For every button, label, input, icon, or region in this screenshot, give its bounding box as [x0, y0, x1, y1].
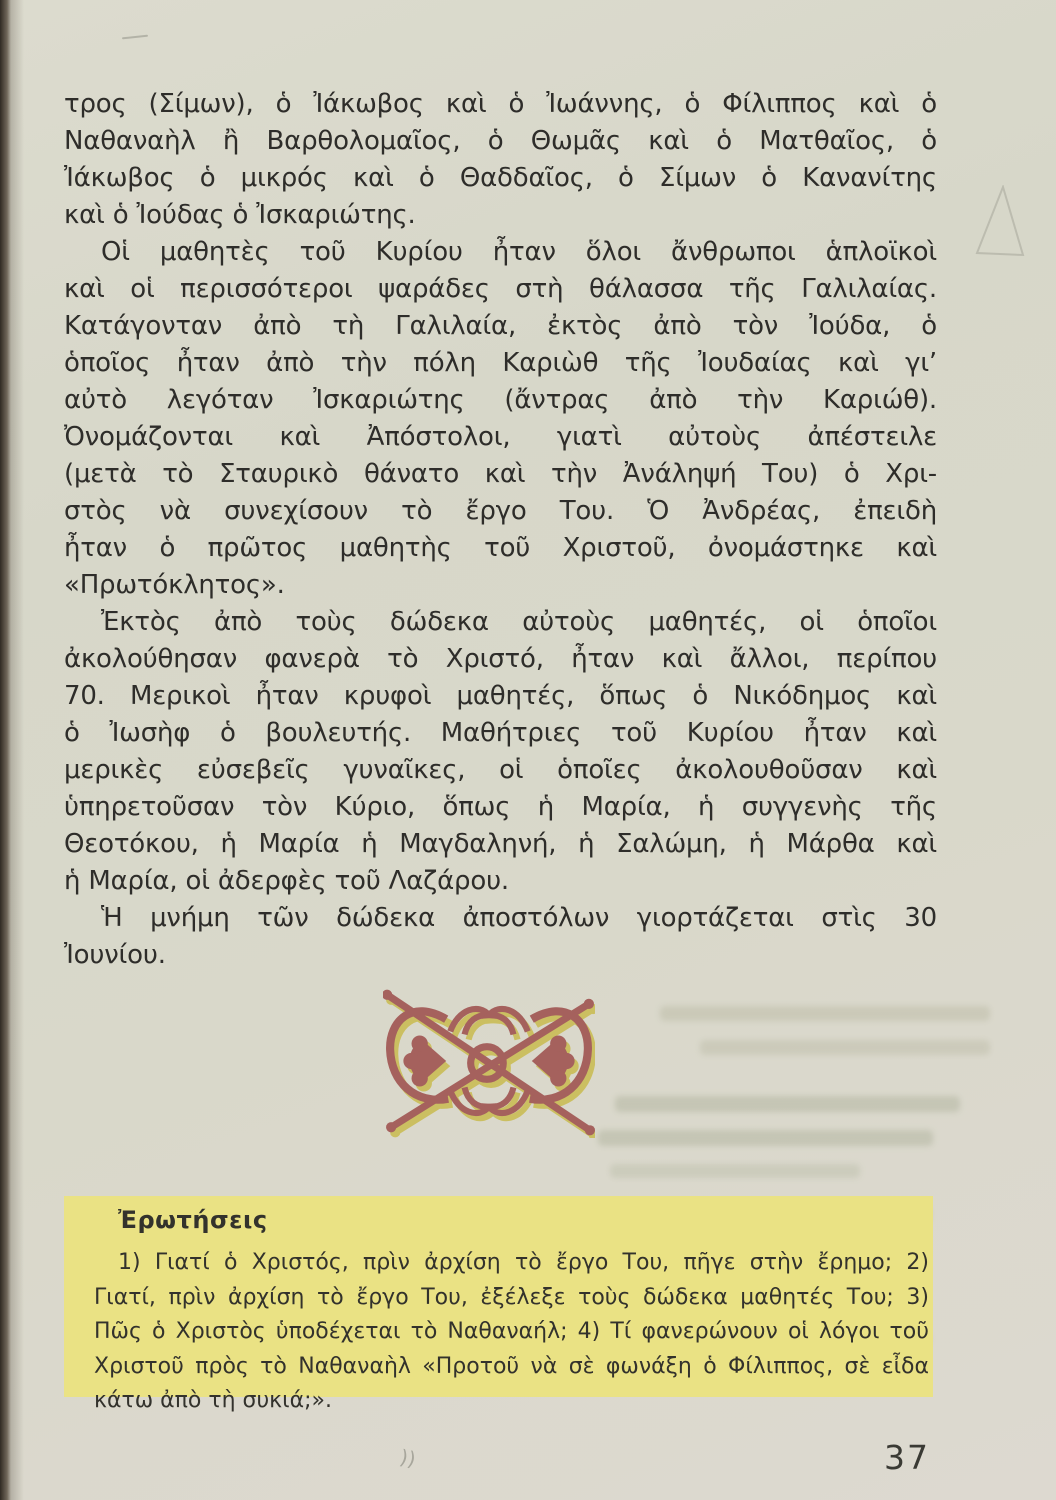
divider-ornament-icon	[383, 986, 595, 1138]
text-line: ἦταν ὁ πρῶτος μαθητὴς τοῦ Χριστοῦ, ὀνομάστηκε καὶ	[64, 533, 937, 563]
text-line: «Πρωτόκλητος».	[64, 570, 285, 600]
paragraph	[64, 604, 937, 900]
text-line: Ἰουνίου.	[64, 940, 166, 970]
questions-title: Ἐρωτήσεις	[118, 1206, 268, 1234]
text-line: ὁ Ἰωσὴφ ὁ βουλευτής. Μαθήτριες τοῦ Κυρίου ἦταν καὶ	[64, 718, 937, 748]
text-line: κάτω ἀπὸ τὴ συκιά;».	[94, 1388, 332, 1413]
text-line: ἡ Μαρία, οἱ ἀδερφὲς τοῦ Λαζάρου.	[64, 866, 509, 896]
text-line: Ναθαναὴλ ἢ Βαρθολομαῖος, ὁ Θωμᾶς καὶ ὁ Ματθαῖος, ὁ	[64, 126, 937, 156]
page-number: 37	[884, 1438, 930, 1477]
text-line: Θεοτόκου, ἡ Μαρία ἡ Μαγδαληνή, ἡ Σαλώμη, ἡ Μάρθα καὶ	[64, 829, 937, 859]
page-binding-edge	[0, 0, 24, 1500]
pencil-mark: ))	[397, 1444, 418, 1472]
text-line: 1) Γιατί ὁ Χριστός, πρὶν ἀρχίση τὸ ἔργο Του, πῆγε στὴν ἔρημο; 2)	[118, 1250, 929, 1275]
text-line: Πῶς ὁ Χριστὸς ὑποδέχεται τὸ Ναθαναήλ; 4) Τί φανερώνουν οἱ λόγοι τοῦ	[94, 1319, 929, 1344]
paragraph	[64, 86, 937, 234]
text-line: 70. Μερικοὶ ἦταν κρυφοὶ μαθητές, ὅπως ὁ Νικόδημος καὶ	[64, 681, 937, 711]
paper-scratch-mark	[122, 35, 148, 40]
text-line: τρος (Σίμων), ὁ Ἰάκωβος καὶ ὁ Ἰωάννης, ὁ Φίλιππος καὶ ὁ	[64, 89, 937, 119]
text-line: ὁποῖος ἦταν ἀπὸ τὴν πόλη Καριὼθ τῆς Ἰουδαίας καὶ γι’	[64, 348, 937, 378]
text-line: ὑπηρετοῦσαν τὸν Κύριο, ὅπως ἡ Μαρία, ἡ συγγενὴς τῆς	[64, 792, 937, 822]
text-line: Ἰάκωβος ὁ μικρός καὶ ὁ Θαδδαῖος, ὁ Σίμων ὁ Κανανίτης	[64, 163, 937, 193]
text-line: Ἡ μνήμη τῶν δώδεκα ἀποστόλων γιορτάζεται στὶς 30	[101, 903, 937, 933]
show-through-triangle	[975, 185, 1025, 260]
text-line: Κατάγονταν ἀπὸ τὴ Γαλιλαία, ἐκτὸς ἀπὸ τὸν Ἰούδα, ὁ	[64, 311, 937, 341]
text-line: Ἐκτὸς ἀπὸ τοὺς δώδεκα αὐτοὺς μαθητές, οἱ ὁποῖοι	[101, 607, 937, 637]
text-line: (μετὰ τὸ Σταυρικὸ θάνατο καὶ τὴν Ἀνάληψή Του) ὁ Χρι-	[64, 459, 937, 489]
text-line: Οἱ μαθητὲς τοῦ Κυρίου ἦταν ὅλοι ἄνθρωποι ἁπλοϊκοὶ	[101, 237, 937, 267]
questions-section	[64, 1196, 933, 1413]
text-line: Χριστοῦ πρὸς τὸ Ναθαναὴλ «Προτοῦ νὰ σὲ φωνάξη ὁ Φίλιππος, σὲ εἶδα	[94, 1353, 929, 1379]
text-line: καὶ ὁ Ἰούδας ὁ Ἰσκαριώτης.	[64, 200, 416, 230]
text-line: Γιατί, πρὶν ἀρχίση τὸ ἔργο Του, ἐξέλεξε τοὺς δώδεκα μαθητές Του; 3)	[94, 1284, 929, 1310]
text-line: μερικὲς εὐσεβεῖς γυναῖκες, οἱ ὁποῖες ἀκολουθοῦσαν καὶ	[64, 755, 937, 785]
text-line: Ὀνομάζονται καὶ Ἀπόστολοι, γιατὶ αὐτοὺς ἀπέστειλε	[64, 422, 937, 452]
body-text	[64, 86, 937, 974]
paragraph	[64, 900, 937, 974]
text-line: αὐτὸ λεγόταν Ἰσκαριώτης (ἄντρας ἀπὸ τὴν Καριώθ).	[64, 385, 937, 415]
text-line: καὶ οἱ περισσότεροι ψαράδες στὴ θάλασσα τῆς Γαλιλαίας.	[64, 274, 937, 304]
text-line: στὸς νὰ συνεχίσουν τὸ ἔργο Του. Ὁ Ἀνδρέας, ἐπειδὴ	[64, 496, 937, 526]
paragraph	[64, 234, 937, 604]
text-line: ἀκολούθησαν φανερὰ τὸ Χριστό, ἦταν καὶ ἄλλοι, περίπου	[64, 644, 937, 674]
questions-text	[94, 1246, 929, 1419]
